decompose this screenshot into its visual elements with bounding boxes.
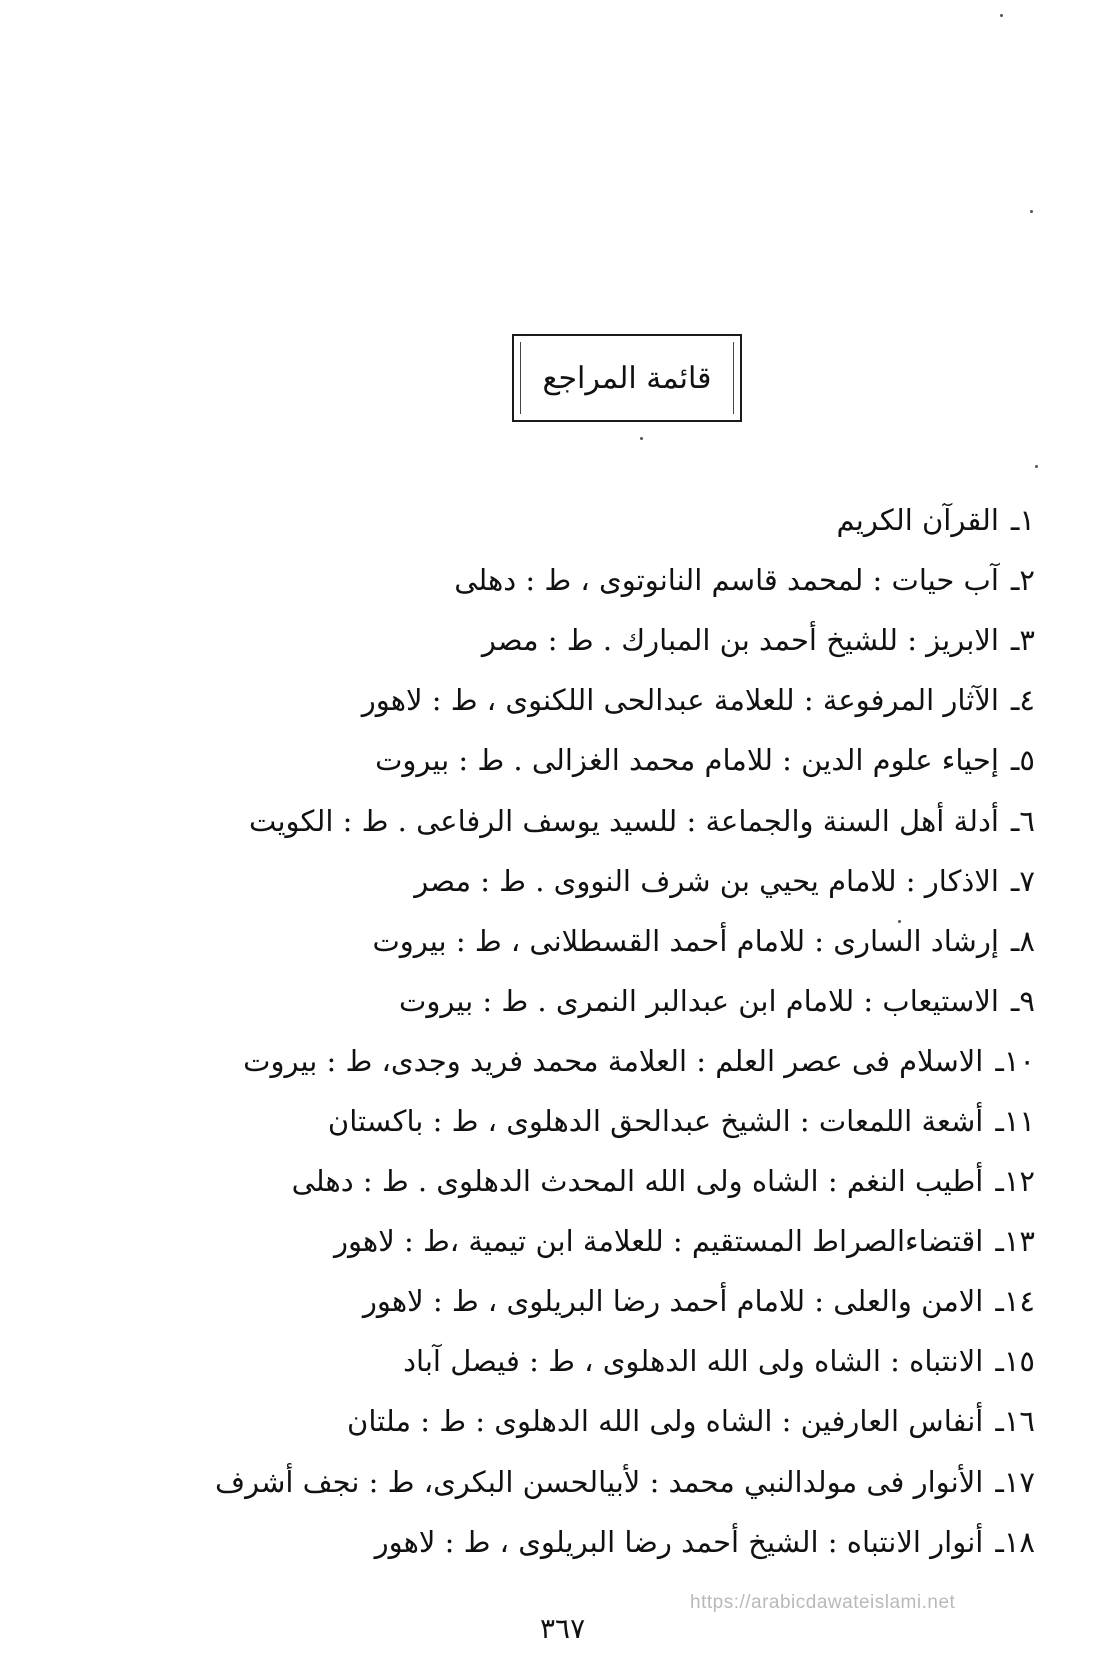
entry-number: ١ـ: [1010, 503, 1035, 538]
reference-entry: [150, 1391, 1035, 1451]
reference-entry: [150, 1091, 1035, 1151]
entry-text: أدلة أهل السنة والجماعة : للسيد يوسف الرفاعى . ط : الكويت: [248, 803, 999, 838]
reference-entry: [150, 730, 1035, 790]
entry-text: أطيب النغم : الشاه ولى الله المحدث الدهلوى . ط : دهلى: [291, 1164, 984, 1199]
reference-entry: [150, 610, 1035, 670]
entry-number: ٨ـ: [1010, 923, 1035, 958]
reference-entry: [150, 971, 1035, 1031]
reference-entry: [150, 670, 1035, 730]
entry-number: ١٤ـ: [995, 1284, 1035, 1319]
references-title-box: [512, 334, 742, 422]
entry-number: ٢ـ: [1010, 563, 1035, 598]
scan-speck: [1000, 14, 1003, 17]
reference-entry: [150, 550, 1035, 610]
entry-number: ٣ـ: [1010, 623, 1035, 658]
entry-number: ١١ـ: [995, 1103, 1035, 1138]
entry-number: ٦ـ: [1010, 803, 1035, 838]
reference-entry: [150, 1452, 1035, 1512]
entry-text: أنفاس العارفين : الشاه ولى الله الدهلوى : ط : ملتان: [347, 1404, 984, 1439]
reference-entry: [150, 1271, 1035, 1331]
entry-number: ١٨ـ: [995, 1524, 1035, 1559]
entry-text: الاذكار : للامام يحيي بن شرف النووى . ط : مصر: [414, 863, 999, 898]
entry-number: ٥ـ: [1010, 743, 1035, 778]
entry-text: آب حيات : لمحمد قاسم النانوتوى ، ط : دهلى: [454, 563, 999, 598]
reference-entry: [150, 851, 1035, 911]
scan-speck: [1035, 465, 1038, 468]
entry-number: ١٣ـ: [995, 1224, 1035, 1259]
entry-text: الاستيعاب : للامام ابن عبدالبر النمرى . ط : بيروت: [399, 983, 999, 1018]
entry-number: ١٦ـ: [995, 1404, 1035, 1439]
entry-text: الأنوار فى مولدالنبي محمد : لأبيالحسن البكرى، ط : نجف أشرف: [215, 1464, 984, 1499]
reference-entry: [150, 1031, 1035, 1091]
reference-entry: [150, 790, 1035, 850]
page-number: ٣٦٧: [540, 1612, 586, 1645]
reference-entry: [150, 1211, 1035, 1271]
entry-text: أشعة اللمعات : الشيخ عبدالحق الدهلوى ، ط : باكستان: [327, 1103, 984, 1138]
entry-text: اقتضاءالصراط المستقيم : للعلامة ابن تيمية ،ط : لاهور: [333, 1224, 984, 1259]
entry-number: ١٧ـ: [995, 1464, 1035, 1499]
scan-speck: [640, 437, 643, 440]
reference-entry: [150, 911, 1035, 971]
reference-entry: [150, 490, 1035, 550]
entry-number: ١٢ـ: [995, 1164, 1035, 1199]
page-title: قائمة المراجع: [542, 360, 712, 396]
entry-text: القرآن الكريم: [836, 503, 999, 538]
entry-number: ١٥ـ: [995, 1344, 1035, 1379]
reference-entry: [150, 1512, 1035, 1572]
entry-text: الانتباه : الشاه ولى الله الدهلوى ، ط : فيصل آباد: [403, 1344, 984, 1379]
entry-text: إحياء علوم الدين : للامام محمد الغزالى . ط : بيروت: [375, 743, 999, 778]
entry-number: ٩ـ: [1010, 983, 1035, 1018]
entry-text: الامن والعلى : للامام أحمد رضا البريلوى ، ط : لاهور: [362, 1284, 984, 1319]
scan-speck: [1030, 210, 1033, 213]
entry-text: أنوار الانتباه : الشيخ أحمد رضا البريلوى ، ط : لاهور: [374, 1524, 984, 1559]
entry-number: ٧ـ: [1010, 863, 1035, 898]
references-list: [150, 490, 1035, 1572]
entry-text: الآثار المرفوعة : للعلامة عبدالحى اللكنوى ، ط : لاهور: [361, 683, 999, 718]
reference-entry: [150, 1151, 1035, 1211]
entry-number: ١٠ـ: [995, 1043, 1035, 1078]
entry-text: الاسلام فى عصر العلم : العلامة محمد فريد وجدى، ط : بيروت: [243, 1043, 984, 1078]
entry-text: الابريز : للشيخ أحمد بن المبارك . ط : مصر: [481, 623, 999, 658]
reference-entry: [150, 1331, 1035, 1391]
entry-number: ٤ـ: [1010, 683, 1035, 718]
website-watermark: https://arabicdawateislami.net: [690, 1592, 956, 1613]
entry-text: إرشاد السارى : للامام أحمد القسطلانى ، ط : بيروت: [372, 923, 999, 958]
